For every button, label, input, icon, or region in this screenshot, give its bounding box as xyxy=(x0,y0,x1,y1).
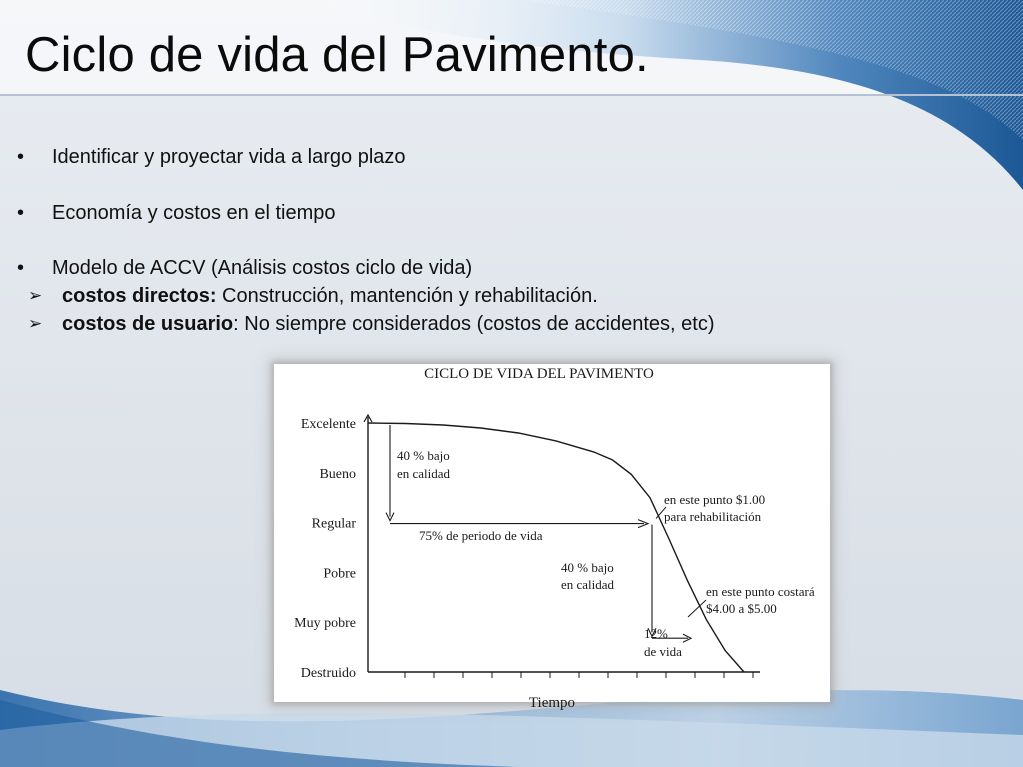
y-tick-label: Bueno xyxy=(319,466,356,482)
annotation-text: 40 % bajo xyxy=(397,448,450,463)
annotation-text: en este punto costará xyxy=(706,584,815,599)
y-tick-label: Muy pobre xyxy=(294,616,356,632)
annotation-text: 75% de periodo de vida xyxy=(419,528,543,543)
annotation-text: 40 % bajo xyxy=(561,560,614,575)
y-tick-label: Pobre xyxy=(323,566,356,582)
y-tick-label: Excelente xyxy=(300,417,356,432)
annotation-text: en este punto $1.00 xyxy=(664,492,766,507)
bullet-text: Modelo de ACCV (Análisis costos ciclo de vida) xyxy=(52,257,473,279)
sub-bullet-rest: : No siempre considerados (costos de accidentes, etc) xyxy=(233,313,715,335)
annotation-text: 12% xyxy=(644,626,668,641)
sub-bullet-rest: Construcción, mantención y rehabilitación. xyxy=(216,285,598,307)
annotation-text: $4.00 a $5.00 xyxy=(706,601,777,616)
annotation-text: para rehabilitación xyxy=(664,509,762,524)
chart-image xyxy=(274,364,830,711)
title-divider xyxy=(0,94,1023,96)
annotation-text: en calidad xyxy=(397,466,451,481)
arrow-bullet-icon: ➢ xyxy=(28,314,43,333)
bullet-text: Identificar y proyectar vida a largo plazo xyxy=(52,146,406,168)
annotation-text: de vida xyxy=(644,644,682,659)
sub-bullet-text xyxy=(62,285,598,308)
chart-title: CICLO DE VIDA DEL PAVIMENTO xyxy=(424,366,654,382)
bullet-text: Economía y costos en el tiempo xyxy=(52,202,336,224)
bullet-marker: • xyxy=(17,257,25,279)
x-axis-label: Tiempo xyxy=(528,695,576,711)
bullet-marker: • xyxy=(17,202,25,224)
pavement-life-cycle-chart xyxy=(274,364,830,711)
sub-bullet-bold: costos de usuario xyxy=(62,313,234,335)
sub-bullet-bold: costos directos: xyxy=(62,285,217,307)
slide-title: Ciclo de vida del Pavimento. xyxy=(25,28,649,82)
annotation-text: en calidad xyxy=(561,577,615,592)
y-tick-label: Regular xyxy=(311,516,356,532)
arrow-bullet-icon: ➢ xyxy=(28,286,43,305)
y-tick-label: Destruido xyxy=(300,666,356,681)
bullet-marker: • xyxy=(17,146,25,168)
sub-bullet-text xyxy=(62,313,715,336)
